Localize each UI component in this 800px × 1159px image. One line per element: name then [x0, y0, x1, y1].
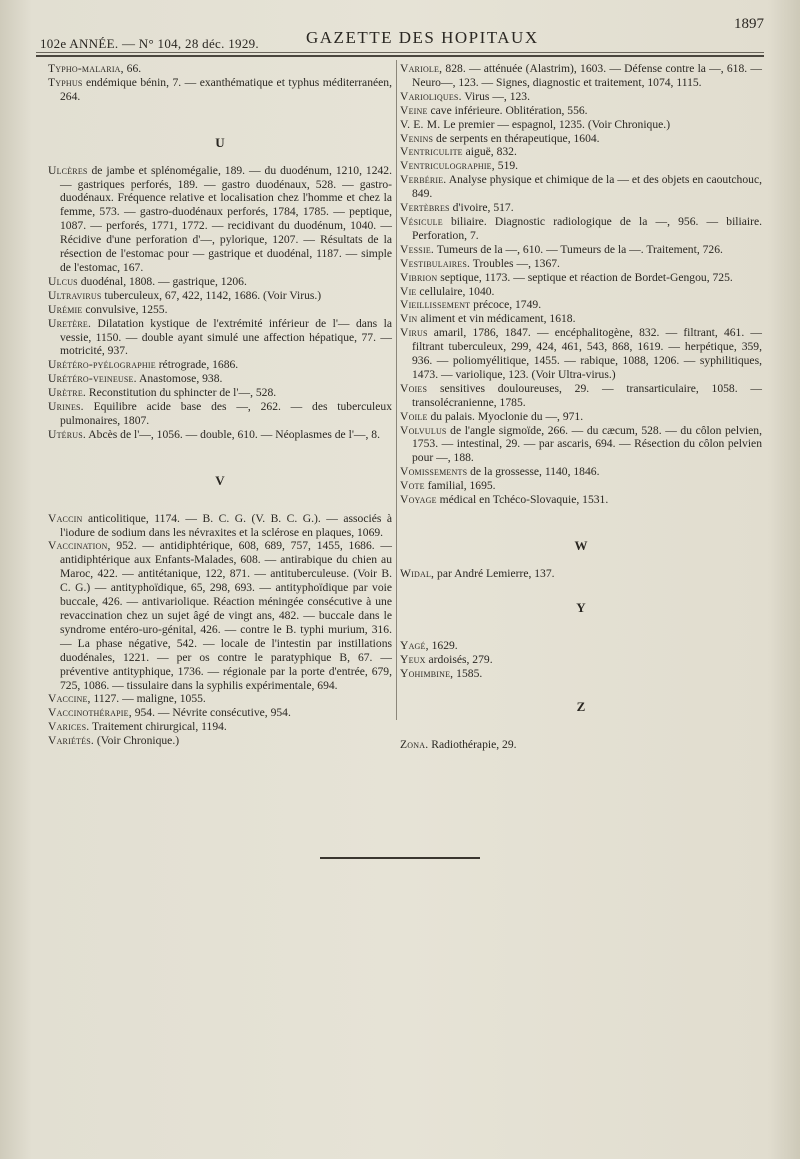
entry-headword: Voies	[400, 381, 428, 395]
index-entry	[400, 90, 762, 104]
entry-headword: Typhus	[48, 75, 83, 89]
entry-headword: Utérus.	[48, 427, 87, 441]
entry-headword: Urines.	[48, 400, 84, 414]
entry-text: Reconstitution du sphincter de l'—, 528.	[86, 386, 277, 400]
entry-text: rétrograde, 1686.	[155, 358, 239, 372]
entry-text: 1629.	[428, 638, 458, 652]
section-letter-u: U	[215, 134, 225, 150]
page-number: 1897	[734, 16, 764, 32]
index-entry	[400, 215, 762, 243]
entry-headword: Uretère.	[48, 316, 92, 330]
entry-headword: Venins	[400, 131, 434, 145]
index-entry	[48, 539, 392, 692]
entry-text: cave inférieure. Oblitération, 556.	[427, 103, 588, 117]
entry-headword: Ventriculographie,	[400, 159, 495, 173]
entry-text: (Voir Chronique.)	[93, 734, 180, 748]
journal-title: GAZETTE DES HOPITAUX	[306, 28, 539, 47]
index-entry	[400, 257, 762, 271]
entry-text: anticolitique, 1174. — B. C. G. (V. B. C. G.). — associés à l'iodure de sodium dans les névraxites et la sclérose en plaques, 1069.	[60, 511, 392, 539]
entry-text: Troubles —, 1367.	[470, 256, 560, 270]
section-letter-z: Z	[576, 699, 586, 715]
y-entries	[400, 639, 762, 681]
index-entry	[48, 386, 392, 400]
entry-headword: Vieillissement	[400, 298, 471, 312]
index-entry	[48, 289, 392, 303]
entry-text: amaril, 1786, 1847. — encéphalitogène, 832. — filtrant, 461. — filtrant tuberculeux, 299, 424, 461, 543, 868, 1619. — herpétique, 359, 936. — poliomyélitique, 1455. — rabique, 1088, 1206. — syphilitiques, 1473. — variolique, 123. (Voir Ultra-virus.)	[412, 326, 762, 381]
index-entry	[400, 424, 762, 466]
entry-headword: Yohimbine,	[400, 666, 454, 680]
index-entry	[400, 243, 762, 257]
index-entry	[48, 720, 392, 734]
left-column	[48, 62, 392, 748]
entry-headword: Variole,	[400, 62, 443, 75]
index-entry	[48, 317, 392, 359]
entry-text: sensitives douloureuses, 29. — transarticulaire, 1058. — transolécranienne, 1785.	[412, 381, 762, 409]
entry-headword: Voile	[400, 409, 428, 423]
entry-headword: Voyage	[400, 493, 437, 507]
entry-headword: Vésicule	[400, 214, 443, 228]
page-header	[36, 14, 764, 56]
entry-text: Equilibre acide base des —, 262. — des tuberculeux pulmonaires, 1807.	[60, 400, 392, 427]
entry-text: médical en Tchéco-Slovaquie, 1531.	[436, 493, 609, 507]
index-entry	[48, 428, 392, 442]
entry-headword: Vertèbres	[400, 201, 450, 215]
entry-text: familial, 1695.	[424, 479, 496, 493]
index-entry	[48, 76, 392, 104]
end-rule	[320, 857, 480, 859]
index-entry	[400, 465, 762, 479]
entry-headword: Yeux	[400, 652, 426, 666]
index-entry	[400, 653, 762, 667]
entry-text: 828. — atténuée (Alastrim), 1603. — Défense contre la —, 618. — Neuro—, 123. — Signes, diagnostic et traitement, 1074, 1115.	[412, 62, 762, 89]
entry-text: de serpents en thérapeutique, 1604.	[433, 131, 600, 145]
entry-text: duodénal, 1808. — gastrique, 1206.	[77, 274, 247, 288]
section-letter-y: Y	[576, 599, 586, 615]
index-entry	[400, 62, 762, 90]
v-entries-left	[48, 512, 392, 748]
entry-headword: Vaccinothérapie,	[48, 706, 132, 720]
index-entry	[48, 706, 392, 720]
entry-headword: Vaccin	[48, 511, 83, 525]
index-entry	[400, 298, 762, 312]
entry-text: Dilatation kystique de l'extrémité inférieur de l'— dans la vessie, 1150. — double ayant simulé une affection hépatique, 77. — motricité, 937.	[60, 316, 392, 358]
entry-headword: Ventriculite	[400, 145, 463, 159]
entry-headword: Verbérie.	[400, 173, 447, 187]
entry-headword: Ulcus	[48, 274, 78, 288]
entry-text: Anastomose, 938.	[136, 372, 223, 386]
entry-text: Tumeurs de la —, 610. — Tumeurs de la —. Traitement, 726.	[434, 242, 723, 256]
index-entry	[400, 567, 762, 581]
index-entry	[48, 62, 392, 76]
section-letter-v: V	[215, 472, 225, 488]
entry-headword: Widal,	[400, 566, 435, 580]
column-separator	[396, 60, 397, 720]
entry-headword: Urètre.	[48, 386, 87, 400]
entry-text: 66.	[123, 62, 142, 75]
index-entry	[400, 201, 762, 215]
entry-text: septique, 1173. — septique et réaction de Bordet-Gengou, 725.	[437, 270, 733, 284]
entry-headword: Vestibulaires.	[400, 256, 471, 270]
entry-text: convulsive, 1255.	[82, 302, 168, 316]
z-entries	[400, 738, 762, 752]
entry-text: biliaire. Diagnostic radiologique de la —, 956. — biliaire. Perforation, 7.	[412, 214, 762, 242]
entry-headword: Urémie	[48, 302, 83, 316]
entry-headword: Vie	[400, 284, 417, 298]
entry-headword: V. E. M.	[400, 117, 441, 131]
index-entry	[48, 372, 392, 386]
right-column	[400, 62, 762, 752]
entry-text: endémique bénin, 7. — exanthématique et typhus méditerranéen, 264.	[60, 75, 392, 103]
index-entry	[48, 358, 392, 372]
entry-headword: Urétéro-veineuse.	[48, 372, 137, 386]
entry-text: ardoisés, 279.	[425, 652, 493, 666]
index-entry	[400, 639, 762, 653]
entry-headword: Urétéro-pyélographie	[48, 358, 156, 372]
entry-headword: Vomissements	[400, 465, 468, 479]
entry-text: 954. — Névrite consécutive, 954.	[131, 706, 291, 720]
entry-headword: Variétés.	[48, 734, 94, 748]
entry-text: tuberculeux, 67, 422, 1142, 1686. (Voir Virus.)	[101, 288, 322, 302]
entry-headword: Vessie.	[400, 242, 435, 256]
t-entries	[48, 62, 392, 104]
index-entry	[48, 303, 392, 317]
entry-text: précoce, 1749.	[470, 298, 542, 312]
index-entry	[400, 104, 762, 118]
index-entry	[400, 410, 762, 424]
entry-text: aiguë, 832.	[462, 145, 517, 159]
entry-text: Analyse physique et chimique de la — et des objets en caoutchouc, 849.	[412, 173, 762, 201]
entry-text: Virus —, 123.	[461, 89, 531, 103]
entry-headword: Typho-malaria,	[48, 62, 124, 75]
index-entry	[400, 312, 762, 326]
entry-headword: Vin	[400, 312, 418, 326]
index-entry	[48, 692, 392, 706]
entry-text: cellulaire, 1040.	[416, 284, 495, 298]
index-entry	[400, 285, 762, 299]
entry-headword: Vote	[400, 479, 425, 493]
entry-text: Traitement chirurgical, 1194.	[89, 720, 227, 734]
index-entry	[400, 382, 762, 410]
index-entry	[400, 271, 762, 285]
index-entry	[400, 738, 762, 752]
entry-headword: Ultravirus	[48, 288, 102, 302]
entry-headword: Vaccine,	[48, 692, 91, 706]
entry-text: Radiothérapie, 29.	[428, 738, 517, 752]
index-entry	[48, 164, 392, 275]
entry-headword: Zona.	[400, 738, 429, 752]
index-entry	[400, 159, 762, 173]
entry-text: aliment et vin médicament, 1618.	[417, 312, 576, 326]
issue-info: 102e ANNÉE. — N° 104, 28 déc. 1929.	[40, 36, 259, 51]
entry-headword: Veine	[400, 103, 428, 117]
v-entries-right	[400, 62, 762, 507]
entry-text: Abcès de l'—, 1056. — double, 610. — Néoplasmes de l'—, 8.	[86, 427, 380, 441]
entry-text: Le premier — espagnol, 1235. (Voir Chronique.)	[440, 117, 671, 131]
entry-text: du palais. Myoclonie du —, 971.	[427, 409, 584, 423]
index-entry	[400, 667, 762, 681]
index-entry	[48, 734, 392, 748]
index-entry	[400, 326, 762, 382]
index-entry	[400, 118, 762, 132]
entry-text: de jambe et splénomégalie, 189. — du duodénum, 1210, 1242. — gastriques perforés, 189. — gastro duodénaux, 528. — gastro-duodénaux. Fréquence relative et localisation chez l'homme et chez la femme, 573. — gastro-duodénaux perforés, 1784, 1785. — peptique, 1087. — perforés, 1771, 1772. — recidivant du duodénum, 1040. — Récidive d'une perforation d'—, pylorique, 1207. — Résultats de la résection de l'estomac pour — gastrique et duodénal, 1187. — simple de l'estomac, 167.	[60, 163, 392, 274]
u-entries	[48, 164, 392, 442]
entry-text: 1127. — maligne, 1055.	[90, 692, 206, 706]
entry-text: 952. — antidiphtérique, 608, 689, 757, 1455, 1686. — antidiphtérique aux Enfants-Malades, 608. — antirabique du chien au Maroc, 422. — antitétanique, 122, 871. — antituberculeuse. (Voir B. C. G.) — antityphoïdique, 65, 298, 693. — antityphoïdique par voie buccale, 426. — antivariolique. Réaction méningée consécutive à une revaccination chez un sujet âgé de vingt ans, 482. — buccale dans le syndrome entéro-uro-génital, 426. — contre le B. typhi murium, 316. — La phase négative, 542. — locale de l'intestin par instillations duodénales, 1221. — per os contre le paratyphique B, 67. — préventive antityphique, 1736. — régionale par la porte d'entrée, 679, 725, 1086. — tissulaire dans la syphilis expérimentale, 694.	[60, 539, 392, 692]
entry-headword: Varices.	[48, 720, 90, 734]
header-rule-thick	[36, 55, 764, 57]
index-entry	[400, 479, 762, 493]
entry-headword: Varioliques.	[400, 89, 462, 103]
entry-text: 1585.	[453, 666, 483, 680]
entry-text: de la grossesse, 1140, 1846.	[467, 465, 600, 479]
entry-headword: Ulcères	[48, 163, 88, 177]
index-entry	[400, 493, 762, 507]
entry-headword: Volvulus	[400, 423, 447, 437]
entry-headword: Vaccination,	[48, 539, 111, 553]
entry-text: de l'angle sigmoïde, 266. — du cæcum, 528. — du côlon pelvien, 1753. — intestinal, 29. — par ascaris, 694. — Résection du côlon pelvien pour —, 188.	[412, 423, 762, 465]
index-entry	[400, 173, 762, 201]
entry-text: d'ivoire, 517.	[449, 201, 514, 215]
w-entries	[400, 567, 762, 581]
header-rule-thin	[36, 52, 764, 53]
index-entry	[400, 132, 762, 146]
entry-headword: Vibrion	[400, 270, 438, 284]
section-letter-w: W	[574, 538, 588, 553]
index-entry	[48, 512, 392, 540]
entry-headword: Yagé,	[400, 638, 429, 652]
index-entry	[48, 275, 392, 289]
entry-text: par André Lemierre, 137.	[434, 566, 555, 580]
index-entry	[48, 400, 392, 428]
index-entry	[400, 145, 762, 159]
entry-text: 519.	[494, 159, 519, 173]
entry-headword: Virus	[400, 326, 428, 340]
